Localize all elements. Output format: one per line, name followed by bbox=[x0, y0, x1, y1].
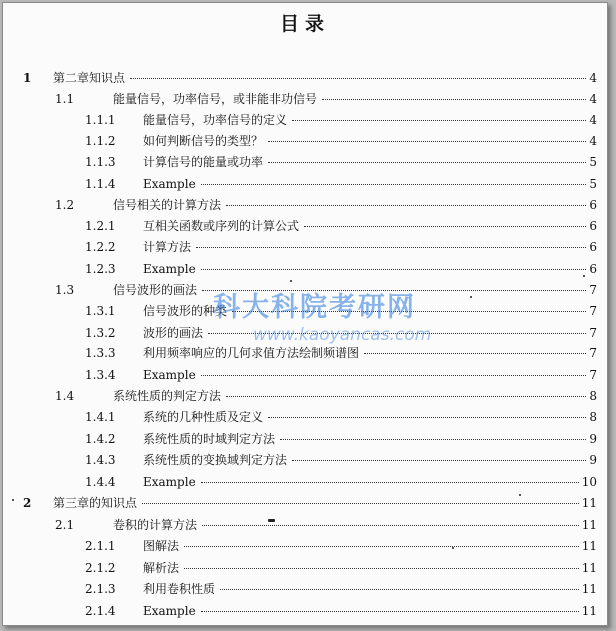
toc-entry-line bbox=[113, 281, 597, 299]
toc-entry-label: Example bbox=[143, 262, 196, 276]
toc-entry-page: 8 bbox=[589, 410, 597, 424]
toc-entry[interactable] bbox=[3, 132, 607, 150]
dot-leader bbox=[184, 546, 579, 547]
dot-leader bbox=[226, 396, 586, 397]
toc-entry[interactable] bbox=[3, 217, 607, 235]
toc-entry[interactable] bbox=[3, 430, 607, 448]
toc-entry-line bbox=[143, 473, 597, 491]
toc-entry-label: 系统的几种性质及定义 bbox=[143, 410, 264, 424]
toc-entry-number: 1.3.4 bbox=[85, 368, 116, 382]
toc-entry-number: 1.3.3 bbox=[85, 346, 116, 360]
toc-entry[interactable] bbox=[3, 602, 607, 620]
toc-entry-number: 1.2.1 bbox=[85, 219, 116, 233]
toc-entry-line bbox=[143, 302, 597, 320]
toc-entry[interactable] bbox=[3, 494, 607, 512]
toc-entry-number: 1 bbox=[23, 71, 32, 85]
dot-leader bbox=[292, 120, 586, 121]
toc-entry-number: 1.2.2 bbox=[85, 240, 116, 254]
toc-entry-line bbox=[143, 580, 597, 598]
dot-leader bbox=[201, 611, 579, 612]
toc-entry-label: 信号相关的计算方法 bbox=[113, 198, 222, 212]
toc-entry-line bbox=[143, 408, 597, 426]
toc-entry-page: 10 bbox=[581, 475, 597, 489]
toc-entry[interactable] bbox=[3, 196, 607, 214]
toc-entry[interactable] bbox=[3, 324, 607, 342]
toc-entry[interactable] bbox=[3, 451, 607, 469]
toc-entry-label: Example bbox=[143, 475, 196, 489]
toc-entry-line bbox=[113, 90, 597, 108]
toc-entry-line bbox=[143, 238, 597, 256]
toc-entry-number: 2.1.3 bbox=[85, 582, 116, 596]
scan-speck bbox=[290, 280, 292, 282]
toc-entry[interactable] bbox=[3, 559, 607, 577]
watermark-text: 科大科院考研网 bbox=[213, 292, 416, 323]
toc-entry-line bbox=[143, 153, 597, 171]
toc-entry-label: Example bbox=[143, 604, 196, 618]
toc-entry-page: 5 bbox=[589, 177, 597, 191]
toc-entry-label: 计算方法 bbox=[143, 240, 192, 254]
toc-entry-line bbox=[143, 430, 597, 448]
scan-speck bbox=[519, 494, 521, 496]
toc-entry-label: 利用频率响应的几何求值方法绘制频谱图 bbox=[143, 346, 360, 360]
toc-entry-label: 能量信号，功率信号，或非能非功信号 bbox=[113, 92, 318, 106]
dot-leader bbox=[196, 247, 586, 248]
toc-entry-page: 4 bbox=[589, 71, 597, 85]
scan-speck bbox=[452, 547, 454, 549]
toc-page bbox=[2, 2, 608, 626]
dot-leader bbox=[268, 162, 586, 163]
toc-entry-number: 2.1.1 bbox=[85, 539, 116, 553]
toc-entry-label: 系统性质的时域判定方法 bbox=[143, 432, 276, 446]
toc-entry-line bbox=[113, 387, 597, 405]
toc-entry[interactable] bbox=[3, 69, 607, 87]
toc-entry-number: 1.4.2 bbox=[85, 432, 116, 446]
toc-entry-line bbox=[143, 366, 597, 384]
dot-leader bbox=[280, 439, 586, 440]
toc-entry-line bbox=[53, 494, 597, 512]
dot-leader bbox=[268, 417, 586, 418]
toc-entry[interactable] bbox=[3, 238, 607, 256]
dot-leader bbox=[184, 568, 579, 569]
toc-entry-number: 2 bbox=[23, 496, 32, 510]
toc-entry-line bbox=[143, 559, 597, 577]
toc-entry-number: 2.1.2 bbox=[85, 561, 116, 575]
toc-entry-page: 7 bbox=[589, 326, 597, 340]
toc-entry-label: 系统性质的判定方法 bbox=[113, 389, 222, 403]
toc-entry[interactable] bbox=[3, 387, 607, 405]
dot-leader bbox=[142, 503, 579, 504]
dot-leader bbox=[232, 311, 586, 312]
toc-entry-label: 波形的画法 bbox=[143, 326, 204, 340]
toc-entry-page: 7 bbox=[589, 346, 597, 360]
toc-entry-page: 11 bbox=[581, 539, 597, 553]
toc-entry-label: 卷积的计算方法 bbox=[113, 518, 198, 532]
toc-entry-label: Example bbox=[143, 368, 196, 382]
toc-entry[interactable] bbox=[3, 90, 607, 108]
toc-entry-label: 如何判断信号的类型？ bbox=[143, 134, 264, 148]
toc-entry-line bbox=[143, 602, 597, 620]
toc-entry[interactable] bbox=[3, 260, 607, 278]
toc-entry-number: 1.2 bbox=[55, 198, 75, 212]
toc-entry-number: 1.1.4 bbox=[85, 177, 116, 191]
toc-entry-page: 11 bbox=[581, 496, 597, 510]
toc-entry-line bbox=[143, 344, 597, 362]
scan-speck bbox=[268, 519, 275, 522]
toc-entry-page: 11 bbox=[581, 582, 597, 596]
toc-entry-number: 1.4 bbox=[55, 389, 75, 403]
toc-entry[interactable] bbox=[3, 537, 607, 555]
toc-entry-label: 解析法 bbox=[143, 561, 180, 575]
toc-entry-label: 利用卷积性质 bbox=[143, 582, 216, 596]
toc-entry-page: 11 bbox=[581, 561, 597, 575]
toc-entry-label: 第三章的知识点 bbox=[53, 496, 138, 510]
toc-entry-number: 1.1.3 bbox=[85, 155, 116, 169]
toc-entry-number: 2.1.4 bbox=[85, 604, 116, 618]
toc-entry-label: 系统性质的变换域判定方法 bbox=[143, 453, 288, 467]
toc-entry-line bbox=[143, 324, 597, 342]
toc-entry-line bbox=[143, 111, 597, 129]
dot-leader bbox=[220, 589, 579, 590]
toc-entry-page: 9 bbox=[589, 432, 597, 446]
toc-entry-line bbox=[113, 196, 597, 214]
toc-entry-label: 第二章知识点 bbox=[53, 71, 126, 85]
scan-speck bbox=[583, 275, 585, 277]
toc-entry[interactable] bbox=[3, 408, 607, 426]
toc-entry-label: Example bbox=[143, 177, 196, 191]
toc-entry-label: 能量信号，功率信号的定义 bbox=[143, 113, 288, 127]
dot-leader bbox=[322, 99, 586, 100]
dot-leader bbox=[226, 205, 586, 206]
toc-entry[interactable] bbox=[3, 302, 607, 320]
toc-entry-line bbox=[143, 217, 597, 235]
toc-entry[interactable] bbox=[3, 281, 607, 299]
toc-entry-number: 1.1.2 bbox=[85, 134, 116, 148]
toc-entry-page: 7 bbox=[589, 283, 597, 297]
toc-entry-number: 1.4.4 bbox=[85, 475, 116, 489]
toc-entry-page: 7 bbox=[589, 304, 597, 318]
toc-entry-page: 7 bbox=[589, 368, 597, 382]
dot-leader bbox=[292, 460, 586, 461]
toc-entry-label: 图解法 bbox=[143, 539, 180, 553]
toc-entry-page: 6 bbox=[589, 262, 597, 276]
toc-entry[interactable] bbox=[3, 580, 607, 598]
scan-speck bbox=[470, 296, 472, 298]
toc-entry-page: 6 bbox=[589, 219, 597, 233]
toc-entry-label: 计算信号的能量或功率 bbox=[143, 155, 264, 169]
toc-entry-line bbox=[53, 69, 597, 87]
toc-entry-page: 4 bbox=[589, 113, 597, 127]
toc-entry[interactable] bbox=[3, 153, 607, 171]
toc-entry-page: 8 bbox=[589, 389, 597, 403]
watermark-url: www.kaoyancas.com bbox=[253, 325, 432, 345]
toc-entry-page: 4 bbox=[589, 134, 597, 148]
dot-leader bbox=[304, 226, 586, 227]
toc-entry-label: 互相关函数或序列的计算公式 bbox=[143, 219, 300, 233]
toc-entry-number: 1.4.3 bbox=[85, 453, 116, 467]
dot-leader bbox=[208, 333, 586, 334]
toc-entry-page: 6 bbox=[589, 240, 597, 254]
dot-leader bbox=[201, 375, 586, 376]
dot-leader bbox=[202, 525, 579, 526]
toc-entry[interactable] bbox=[3, 175, 607, 193]
toc-entry-line bbox=[143, 132, 597, 150]
dot-leader bbox=[268, 141, 586, 142]
toc-entry[interactable] bbox=[3, 516, 607, 534]
dot-leader bbox=[201, 482, 579, 483]
toc-entry-line bbox=[113, 516, 597, 534]
dot-leader bbox=[130, 78, 586, 79]
toc-title: 目录 bbox=[279, 13, 330, 35]
scan-speck bbox=[12, 499, 14, 501]
toc-entry-page: 6 bbox=[589, 198, 597, 212]
toc-entry-number: 1.2.3 bbox=[85, 262, 116, 276]
toc-entry-page: 5 bbox=[589, 155, 597, 169]
toc-entry-page: 11 bbox=[581, 604, 597, 618]
dot-leader bbox=[201, 184, 586, 185]
toc-entry-number: 1.3.2 bbox=[85, 326, 116, 340]
toc-entry-page: 4 bbox=[589, 92, 597, 106]
toc-entry-label: 信号波形的种类 bbox=[143, 304, 228, 318]
toc-entry-label: 信号波形的画法 bbox=[113, 283, 198, 297]
toc-entry-number: 1.1.1 bbox=[85, 113, 116, 127]
toc-entry-number: 1.1 bbox=[55, 92, 75, 106]
toc-entry-line bbox=[143, 260, 597, 278]
dot-leader bbox=[364, 353, 586, 354]
toc-entry[interactable] bbox=[3, 473, 607, 491]
toc-entry-line bbox=[143, 537, 597, 555]
toc-entry-number: 1.3 bbox=[55, 283, 75, 297]
toc-entry[interactable] bbox=[3, 366, 607, 384]
toc-entry-line bbox=[143, 175, 597, 193]
dot-leader bbox=[202, 290, 586, 291]
toc-entry[interactable] bbox=[3, 344, 607, 362]
toc-entry[interactable] bbox=[3, 111, 607, 129]
toc-entry-number: 2.1 bbox=[55, 518, 75, 532]
toc-entry-number: 1.4.1 bbox=[85, 410, 116, 424]
toc-entry-line bbox=[143, 451, 597, 469]
toc-entry-number: 1.3.1 bbox=[85, 304, 116, 318]
toc-entry-page: 9 bbox=[589, 453, 597, 467]
dot-leader bbox=[201, 269, 586, 270]
toc-entry-page: 11 bbox=[581, 518, 597, 532]
